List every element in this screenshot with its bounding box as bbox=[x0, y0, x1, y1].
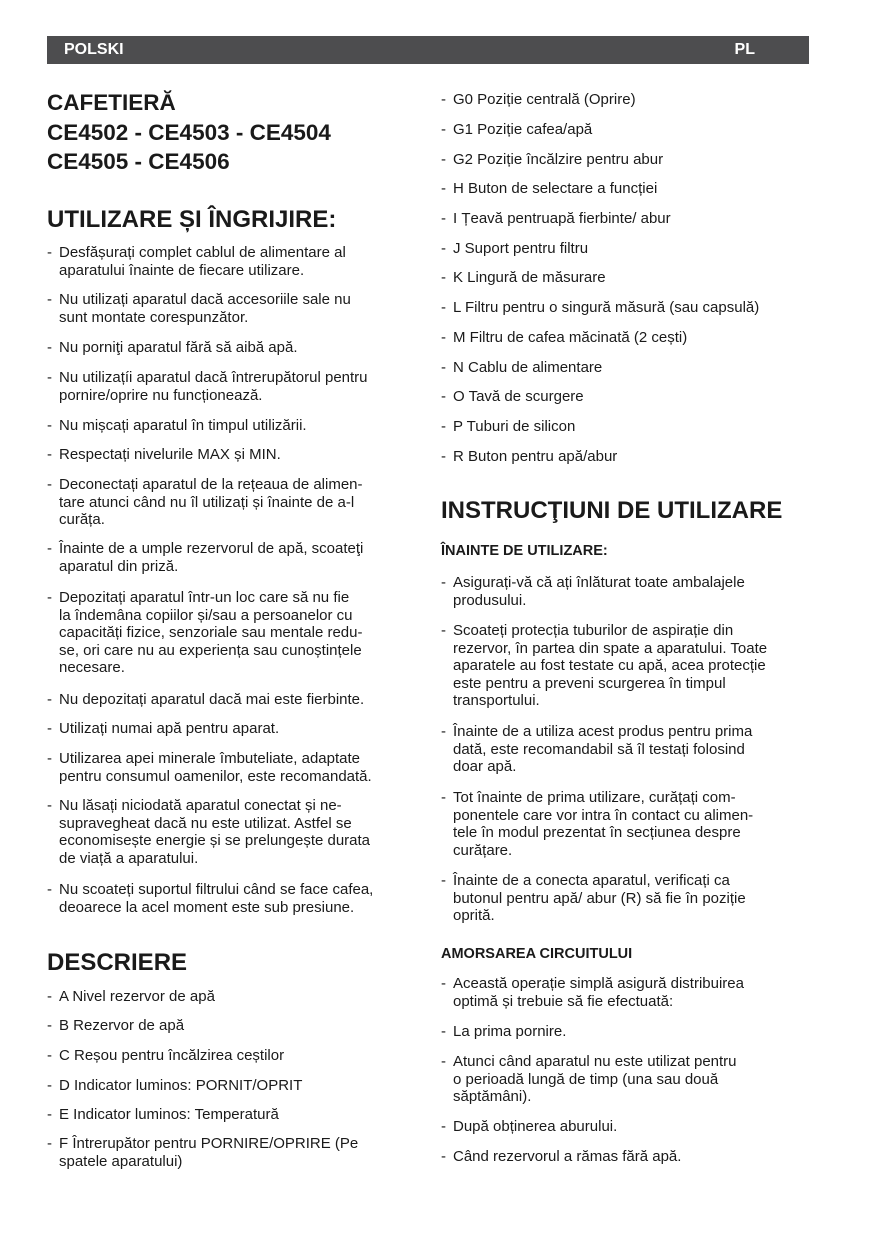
list-item bbox=[441, 210, 821, 228]
list-item bbox=[47, 369, 422, 404]
list-item bbox=[47, 476, 422, 529]
list-item bbox=[47, 1047, 422, 1065]
list-item-line: - Respectați nivelurile MAX și MIN. bbox=[59, 446, 281, 463]
list-item-line: tare atunci când nu îl utilizați și înainte de a-l bbox=[59, 493, 355, 511]
list-item-line: transportului. bbox=[453, 692, 540, 709]
list-item-line: - L Filtru pentru o singură măsură (sau capsulă) bbox=[453, 299, 760, 316]
list-item-line: - J Suport pentru filtru bbox=[453, 240, 589, 257]
list-item-line: - H Buton de selectare a funcției bbox=[453, 180, 658, 197]
list-item bbox=[441, 574, 821, 609]
list-item-line: sunt montate corespunzător. bbox=[59, 308, 249, 326]
list-item bbox=[47, 797, 422, 867]
list-item-line: deoarece la acel moment este sub presiune. bbox=[59, 898, 355, 916]
list-item-line: - R Buton pentru apă/abur bbox=[453, 448, 618, 465]
product-title bbox=[47, 88, 331, 177]
list-item bbox=[47, 750, 422, 785]
description-heading: DESCRIERE bbox=[47, 949, 188, 976]
list-item-line: - Nu lăsați niciodată aparatul conectat și ne- bbox=[59, 797, 342, 814]
list-item-line: - I Țeavă pentruapă fierbinte/ abur bbox=[453, 210, 671, 227]
list-item-line: tele în modul prezentat în secțiunea despre bbox=[453, 824, 741, 841]
list-item-line: - K Lingură de măsurare bbox=[453, 269, 606, 286]
list-item-line: - G0 Poziție centrală (Oprire) bbox=[453, 91, 636, 108]
list-item-line: necesare. bbox=[59, 659, 125, 676]
list-item bbox=[47, 1135, 422, 1170]
list-item bbox=[441, 448, 821, 466]
list-item bbox=[47, 339, 422, 357]
list-item bbox=[441, 418, 821, 436]
list-item-line: supravegheat dacă nu este utilizat. Astfel se bbox=[59, 814, 352, 832]
list-item-line: - Utilizați numai apă pentru aparat. bbox=[59, 720, 280, 737]
list-item bbox=[47, 589, 422, 677]
list-item-line: - Nu porniţi aparatul fără să aibă apă. bbox=[59, 339, 298, 356]
list-item-line: - Înainte de a umple rezervorul de apă, scoateţi bbox=[59, 540, 364, 557]
list-item bbox=[441, 91, 821, 109]
priming-heading: AMORSAREA CIRCUITULUI bbox=[441, 946, 633, 962]
language-name: POLSKI bbox=[64, 41, 124, 58]
list-item bbox=[47, 291, 422, 326]
list-item-line: economisește energie și se prelungește durata bbox=[59, 832, 371, 849]
list-item bbox=[441, 622, 821, 710]
list-item-line: aparatului înainte de fiecare utilizare. bbox=[59, 261, 305, 279]
list-item-line: ponentele care vor intra în contact cu alimen- bbox=[453, 806, 754, 824]
list-item-line: curățare. bbox=[453, 841, 513, 859]
language-header-bar bbox=[47, 36, 809, 64]
list-item bbox=[47, 244, 422, 279]
product-title-line: CE4505 - CE4506 bbox=[47, 149, 230, 174]
list-item bbox=[441, 359, 821, 377]
list-item-line: butonul pentru apă/ abur (R) să fie în poziție bbox=[453, 889, 746, 907]
language-code: PL bbox=[734, 41, 755, 58]
before-use-heading: ÎNAINTE DE UTILIZARE: bbox=[441, 543, 608, 559]
list-item-line: - B Rezervor de apă bbox=[59, 1017, 185, 1034]
list-item bbox=[441, 299, 821, 317]
list-item-line: doar apă. bbox=[453, 758, 517, 775]
list-item bbox=[47, 446, 422, 464]
list-item-line: - Nu mișcați aparatul în timpul utilizării. bbox=[59, 417, 307, 434]
list-item-line: - F Întrerupător pentru PORNIRE/OPRIRE (Pe bbox=[59, 1135, 359, 1152]
list-item-line: - M Filtru de cafea măcinată (2 cești) bbox=[453, 329, 688, 346]
list-item-line: produsului. bbox=[453, 591, 527, 609]
list-item-line: de viață a aparatului. bbox=[59, 849, 199, 867]
list-item bbox=[47, 691, 422, 709]
list-item bbox=[47, 881, 422, 916]
list-item-line: - Nu depozitați aparatul dacă mai este fierbinte. bbox=[59, 691, 365, 708]
list-item-line: - Nu utilizați aparatul dacă accesoriile sale nu bbox=[59, 291, 351, 308]
list-item-line: - Această operație simplă asigură distribuirea bbox=[453, 975, 744, 992]
list-item-line: - Desfășurați complet cablul de alimentare al bbox=[59, 244, 346, 261]
list-item-line: este pentru a preveni scurgerea în timpul bbox=[453, 674, 726, 692]
list-item bbox=[441, 388, 821, 406]
list-item bbox=[441, 121, 821, 139]
list-item-line: - Înainte de a utiliza acest produs pentru prima bbox=[453, 723, 753, 740]
list-item bbox=[441, 1148, 821, 1166]
list-item bbox=[441, 789, 821, 859]
list-item bbox=[441, 872, 821, 925]
list-item-line: capacități fizice, senzoriale sau mentale redu- bbox=[59, 624, 363, 641]
list-item-line: - La prima pornire. bbox=[453, 1023, 567, 1040]
list-item-line: curăța. bbox=[59, 511, 105, 528]
list-item-line: - C Reșou pentru încălzirea ceștilor bbox=[59, 1047, 285, 1064]
list-item bbox=[441, 329, 821, 347]
list-item-line: - Asigurați-vă că ați înlăturat toate ambalajele bbox=[453, 574, 745, 591]
list-item-line: - O Tavă de scurgere bbox=[453, 388, 584, 405]
list-item bbox=[47, 417, 422, 435]
list-item-line: săptămâni). bbox=[453, 1088, 532, 1105]
list-item-line: - N Cablu de alimentare bbox=[453, 359, 603, 376]
list-item-line: - Scoateți protecția tuburilor de aspirație din bbox=[453, 622, 734, 639]
list-item-line: oprită. bbox=[453, 907, 495, 924]
list-item bbox=[441, 151, 821, 169]
list-item-line: pentru consumul oamenilor, este recomandată. bbox=[59, 767, 372, 785]
list-item bbox=[441, 180, 821, 198]
list-item bbox=[441, 1053, 821, 1106]
list-item bbox=[441, 1118, 821, 1136]
product-title-line: CAFETIERĂ bbox=[47, 90, 176, 115]
list-item-line: - Atunci când aparatul nu este utilizat pentru bbox=[453, 1053, 737, 1070]
list-item-line: pornire/oprire nu funcționează. bbox=[59, 386, 263, 404]
list-item bbox=[441, 240, 821, 258]
list-item bbox=[441, 723, 821, 776]
list-item-line: optimă și trebuie să fie efectuată: bbox=[453, 992, 674, 1010]
list-item-line: - Când rezervorul a rămas fără apă. bbox=[453, 1148, 682, 1165]
list-item-line: - E Indicator luminos: Temperatură bbox=[59, 1106, 279, 1123]
list-item bbox=[441, 1023, 821, 1041]
list-item-line: rezervor, în partea din spate a aparatului. Toate bbox=[453, 639, 768, 657]
list-item-line: la îndemâna copiilor și/sau a persoanelor cu bbox=[59, 606, 353, 624]
list-item bbox=[47, 988, 422, 1006]
list-item-line: - D Indicator luminos: PORNIT/OPRIT bbox=[59, 1077, 303, 1094]
list-item-line: - Utilizarea apei minerale îmbuteliate, adaptate bbox=[59, 750, 361, 767]
list-item-line: aparatul din priză. bbox=[59, 557, 179, 575]
list-item-line: spatele aparatului) bbox=[59, 1152, 183, 1170]
list-item-line: - G1 Poziție cafea/apă bbox=[453, 121, 593, 138]
product-title-line: CE4502 - CE4503 - CE4504 bbox=[47, 119, 331, 145]
list-item bbox=[47, 720, 422, 738]
list-item bbox=[47, 1017, 422, 1035]
list-item bbox=[47, 1077, 422, 1095]
list-item-line: - Tot înainte de prima utilizare, curățați com- bbox=[453, 789, 736, 806]
list-item-line: - Nu scoateți suportul filtrului când se face cafea, bbox=[59, 881, 374, 898]
usage-heading: UTILIZARE ȘI ÎNGRIJIRE: bbox=[47, 206, 337, 233]
list-item-line: - P Tuburi de silicon bbox=[453, 418, 576, 435]
list-item bbox=[47, 540, 422, 575]
list-item-line: - A Nivel rezervor de apă bbox=[59, 988, 215, 1005]
instructions-heading: INSTRUCŢIUNI DE UTILIZARE bbox=[441, 497, 783, 524]
list-item-line: - Înainte de a conecta aparatul, verificați ca bbox=[453, 872, 730, 889]
list-item-line: - Nu utilizațíi aparatul dacă întrerupătorul pentru bbox=[59, 369, 368, 386]
list-item-line: - Depozitați aparatul într-un loc care să nu fie bbox=[59, 589, 350, 606]
list-item-line: aparatele au fost testate cu apă, acea protecție bbox=[453, 657, 766, 674]
list-item bbox=[47, 1106, 422, 1124]
list-item-line: - Deconectați aparatul de la rețeaua de alimen- bbox=[59, 476, 363, 493]
list-item bbox=[441, 975, 821, 1010]
list-item-line: se, ori care nu au experiența sau cunoștințele bbox=[59, 641, 362, 659]
list-item-line: - G2 Poziție încălzire pentru abur bbox=[453, 151, 664, 168]
list-item-line: o perioadă lungă de timp (una sau două bbox=[453, 1070, 719, 1088]
list-item bbox=[441, 269, 821, 287]
list-item-line: - După obținerea aburului. bbox=[453, 1118, 618, 1135]
list-item-line: dată, este recomandabil să îl testați folosind bbox=[453, 740, 745, 758]
